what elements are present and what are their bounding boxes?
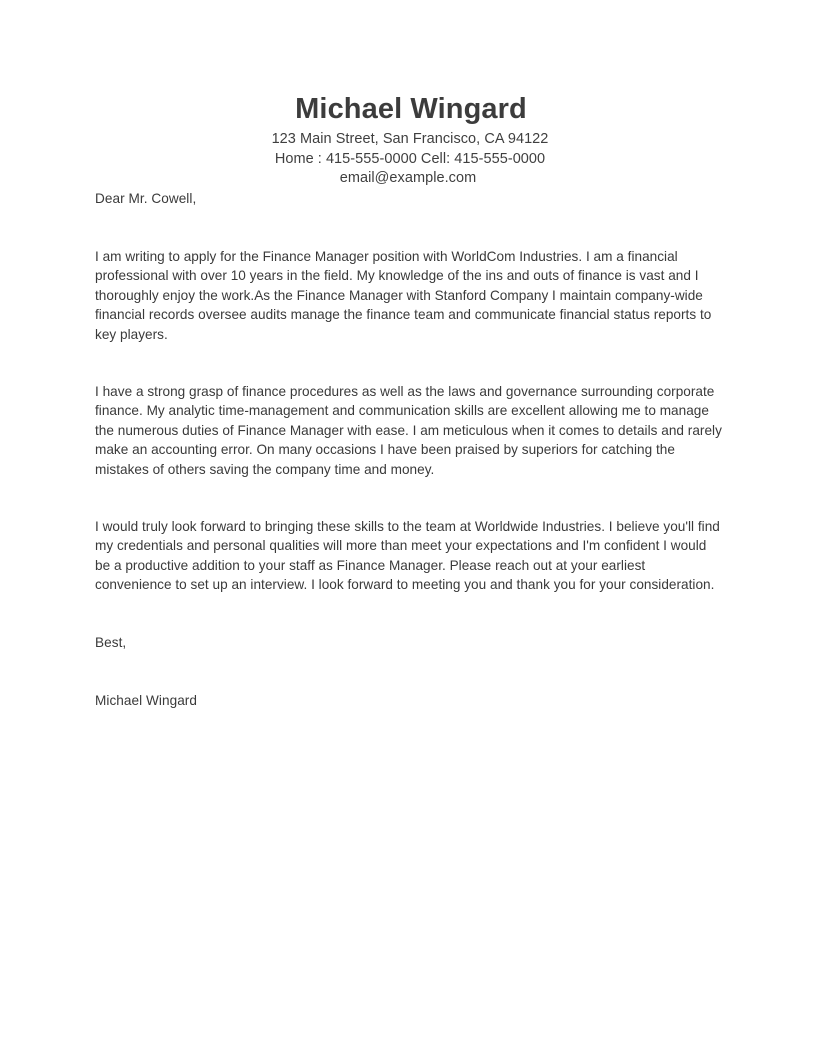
closing-salutation: Best, (95, 634, 127, 650)
body-paragraph: I would truly look forward to bringing these skills to the team at Worldwide Industries. I believe you'll find my credentials and personal qualities will more than meet your expectations and I'm confident I would be a productive addition to your staff as Finance Manager. Please reach out at your earliest convenience to set up an interview. I look forward to meeting you and thank you for your consideration. (95, 518, 720, 593)
body-paragraph: I have a strong grasp of finance procedures as well as the laws and governance surrounding corporate finance. My analytic time-management and communication skills are excellent allowing me to manage the numerous duties of Finance Manager with ease. I am meticulous when it comes to details and rarely make an accounting error. On many occasions I have been praised by superiors for catching the mistakes of others saving the company time and money. (95, 383, 722, 477)
spacer (95, 345, 725, 382)
sender-address: 123 Main Street, San Francisco, CA 94122 (271, 131, 549, 147)
letter-body (95, 189, 725, 710)
sender-phone-numbers: Home : 415-555-0000 Cell: 415-555-0000 (274, 150, 546, 167)
spacer (95, 480, 725, 517)
salutation: Dear Mr. Cowell, (95, 191, 197, 206)
spacer (95, 209, 725, 247)
body-paragraph: I am writing to apply for the Finance Manager position with WorldCom Industries. I am a financial professional with over 10 years in the field. My knowledge of the ins and outs of finance is vast and I thoroughly enjoy the work.As the Finance Manager with Stanford Company I maintain company-wide financial records oversee audits manage the finance team and communicate financial status reports to key players. (95, 248, 712, 342)
letterhead (0, 92, 816, 189)
spacer (95, 595, 725, 633)
sender-email: email@example.com (339, 170, 477, 186)
signature-name: Michael Wingard (95, 692, 197, 708)
spacer (95, 653, 725, 691)
sender-name-heading: Michael Wingard (295, 93, 527, 125)
